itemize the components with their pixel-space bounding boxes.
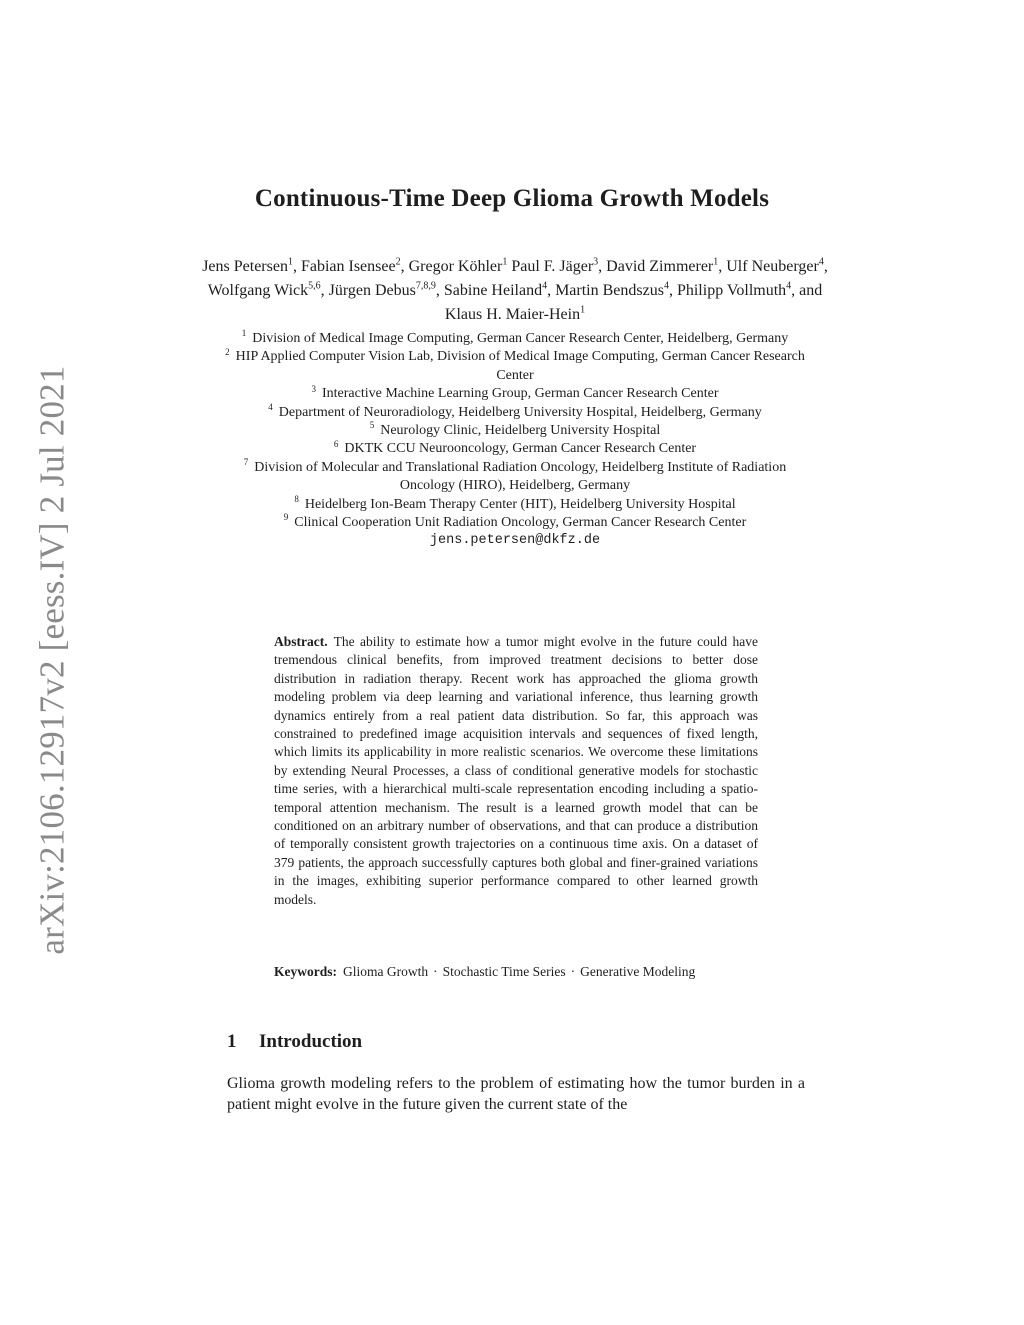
keyword: Stochastic Time Series [442, 964, 566, 979]
section-heading [227, 1031, 362, 1053]
keyword-separator: · [570, 964, 576, 979]
author-affiliation-mark: 1 [502, 256, 508, 268]
affiliation [215, 422, 815, 440]
affiliation-text: Interactive Machine Learning Group, German Cancer Research Center [322, 386, 719, 402]
keyword: Generative Modeling [580, 964, 696, 979]
author-name: David Zimmerer [606, 258, 714, 275]
affiliation-number: 9 [283, 512, 289, 523]
author-name: Gregor Köhler [408, 258, 503, 275]
author-affiliation-mark: 4 [818, 256, 824, 268]
author-name: Wolfgang Wick [207, 282, 309, 299]
affiliation [215, 514, 815, 532]
affiliation-text: Heidelberg Ion-Beam Therapy Center (HIT), Heidelberg University Hospital [304, 496, 736, 512]
author-affiliation-mark: 3 [593, 256, 599, 268]
author-affiliation-mark: 1 [580, 304, 586, 316]
abstract-label: Abstract. [274, 634, 328, 649]
author-name: Philipp Vollmuth [676, 282, 787, 299]
affiliation-text: Clinical Cooperation Unit Radiation Oncology, German Cancer Research Center [294, 515, 747, 531]
author-separator: , [400, 258, 409, 275]
affiliation-text: Division of Molecular and Translational Radiation Oncology, Heidelberg Institute of Radiation Oncology (HIRO), Heidelberg, Germany [254, 459, 787, 494]
author-affiliation-mark: 1 [713, 256, 719, 268]
author-affiliation-mark: 4 [786, 280, 792, 292]
affiliation-text: Department of Neuroradiology, Heidelberg University Hospital, Heidelberg, Germany [278, 404, 762, 420]
author-affiliation-mark: 5,6 [308, 280, 321, 292]
author-separator: , [320, 282, 329, 299]
affiliation [215, 459, 815, 496]
affiliation [215, 348, 815, 385]
intro-paragraph: Glioma growth modeling refers to the problem of estimating how the tumor burden in a patient might evolve in the future given the current state of the [227, 1075, 805, 1113]
affiliation [215, 330, 815, 348]
author-separator: , [435, 282, 444, 299]
author-affiliation-mark: 7,8,9 [415, 280, 436, 292]
author-name: Fabian Isensee [300, 258, 396, 275]
keyword-separator: · [433, 964, 438, 979]
section-title: Introduction [259, 1031, 363, 1052]
affiliation-list [215, 330, 815, 551]
affiliation-number: 2 [225, 346, 230, 357]
affiliation-number: 4 [268, 401, 273, 412]
affiliation [215, 496, 815, 514]
affiliation-number: 8 [294, 494, 299, 504]
keywords [274, 963, 758, 981]
author-separator: , [668, 282, 677, 299]
author-list [200, 255, 830, 327]
abstract-text: The ability to estimate how a tumor might evolve in the future could have tremendous clinical benefits, from improved treatment decisions to better dose distribution in radiation therapy. Recent work has approached the glioma growth modeling problem via deep learning and variational inference, thus learning growth dynamics entirely from a real patient data distribution. So far, this approach was constrained to predefined image acquisition intervals and sequences of fixed length, which limits its applicability in more realistic scenarios. We overcome these limitations by extending Neural Processes, a class of conditional generative models for stochastic time series, with a hierarchical multi-scale representation encoding including a spatio-temporal attention mechanism. The result is a learned growth model that can be conditioned on an arbitrary number of observations, and that can produce a distribution of temporally consistent growth trajectories on a continuous time axis. On a dataset of 379 patients, the approach successfully captures both global and finer-grained variations in the images, exhibiting superior performance compared to other learned growth models. [274, 634, 758, 907]
paper-title: Continuous-Time Deep Glioma Growth Models [254, 185, 770, 212]
author-name: Paul F. Jäger [511, 258, 594, 275]
author-name: Martin Bendszus [555, 282, 664, 299]
arxiv-stamp [18, 365, 88, 955]
affiliation-number: 5 [369, 420, 375, 431]
arxiv-stamp-text: arXiv:2106.12917v2 [eess.IV] 2 Jul 2021 [33, 365, 72, 955]
affiliation-number: 7 [243, 457, 249, 468]
affiliation-text: HIP Applied Computer Vision Lab, Division of Medical Image Computing, German Cancer Research Center [235, 349, 805, 383]
affiliation-number: 3 [311, 383, 316, 394]
author-separator: , [718, 258, 727, 275]
author-affiliation-mark: 4 [542, 280, 548, 292]
keywords-label: Keywords: [274, 964, 337, 979]
author-affiliation-mark: 2 [395, 256, 401, 268]
author-name: Klaus H. Maier-Hein [444, 306, 581, 323]
keyword: Glioma Growth [343, 964, 429, 979]
section-number: 1 [227, 1031, 237, 1052]
author-affiliation-mark: 4 [663, 280, 669, 292]
author-name: Jens Petersen [202, 258, 288, 275]
author-affiliation-mark: 1 [287, 256, 293, 268]
affiliation-number: 6 [333, 438, 339, 449]
author-separator: , [292, 258, 301, 275]
author-name: Sabine Heiland [443, 282, 543, 299]
abstract [274, 633, 758, 909]
author-separator: , [547, 282, 556, 299]
author-name: Ulf Neuberger [726, 258, 819, 275]
affiliation [215, 440, 815, 458]
affiliation-text: Neurology Clinic, Heidelberg University Hospital [380, 423, 661, 439]
contact-email[interactable]: jens.petersen@dkfz.de [429, 533, 601, 549]
affiliation-number: 1 [241, 328, 247, 339]
affiliation [215, 385, 815, 403]
author-separator: , [823, 258, 828, 275]
author-separator: , and [791, 282, 823, 299]
affiliation [215, 401, 815, 422]
author-name: Jürgen Debus [328, 282, 416, 299]
affiliation-text: Division of Medical Image Computing, German Cancer Research Center, Heidelberg, Germany [252, 331, 789, 346]
affiliation-text: DKTK CCU Neurooncology, German Cancer Research Center [344, 441, 697, 457]
author-separator: , [598, 258, 607, 275]
